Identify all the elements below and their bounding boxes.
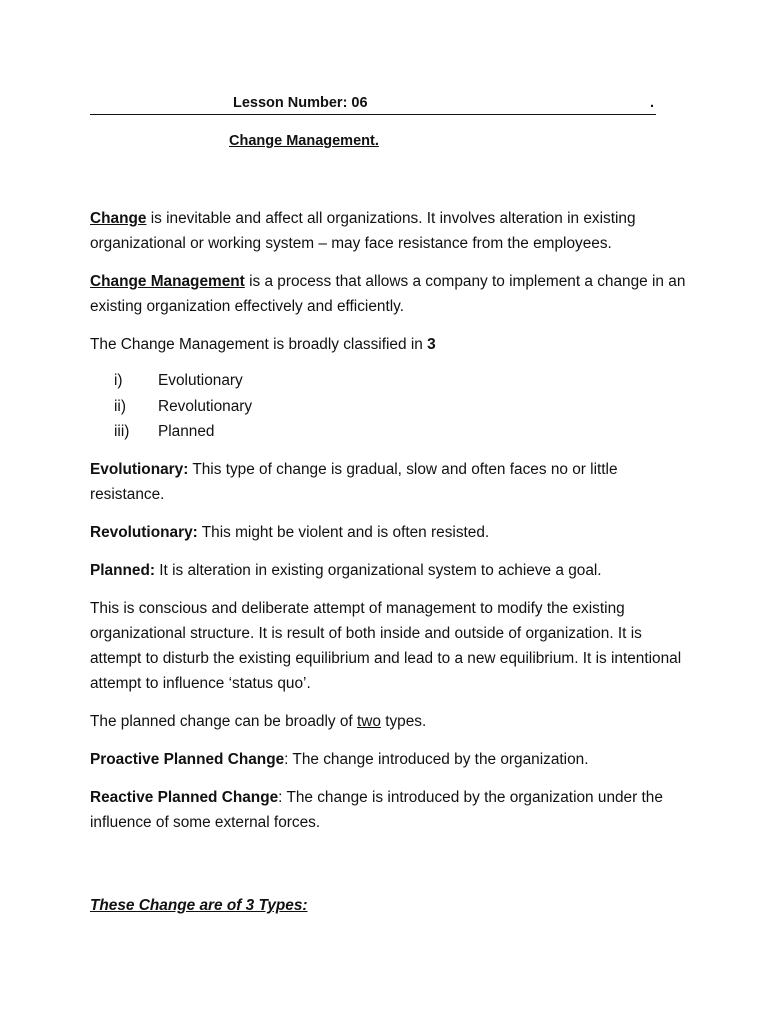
list-item-label: Planned xyxy=(158,423,215,440)
lesson-header xyxy=(90,94,656,115)
list-item xyxy=(90,394,690,420)
paragraph-planned-text: It is alteration in existing organizational system to achieve a goal. xyxy=(155,561,602,579)
list-item-number: iii) xyxy=(114,423,130,440)
classified-count: 3 xyxy=(427,336,436,353)
paragraph-revolutionary xyxy=(90,520,690,545)
planned-types-after: types. xyxy=(380,712,427,730)
term-evolutionary: Evolutionary: xyxy=(90,460,189,478)
paragraph-proactive xyxy=(90,747,690,772)
document-body xyxy=(90,206,690,848)
term-planned: Planned: xyxy=(90,561,155,579)
list-item-number: ii) xyxy=(114,397,126,415)
paragraph-change-text: is inevitable and affect all organizations. It involves alteration in existing organizational or working system – may face resistance from the employees. xyxy=(90,210,636,252)
types-heading: These Change are of 3 Types: xyxy=(90,897,308,914)
term-change-management: Change Management xyxy=(90,273,245,290)
list-item-label: Evolutionary xyxy=(158,372,243,389)
paragraph-revolutionary-text: This might be violent and is often resisted. xyxy=(197,523,490,541)
list-item-number: i) xyxy=(114,372,123,389)
list-item-label: Revolutionary xyxy=(158,397,253,415)
paragraph-classified xyxy=(90,332,690,357)
list-item xyxy=(90,419,690,445)
paragraph-planned-types xyxy=(90,709,690,734)
planned-types-before: The planned change can be broadly of xyxy=(90,712,357,730)
term-change: Change xyxy=(90,210,147,227)
term-reactive: Reactive Planned Change xyxy=(90,788,279,806)
paragraph-planned xyxy=(90,558,690,583)
paragraph-conscious: This is conscious and deliberate attempt of management to modify the existing organizational structure. It is result of both inside and outside of organization. It is attempt to disturb the existing equilibrium and lead to a new equilibrium. It is intentional attempt to influence ‘status quo’. xyxy=(90,599,682,692)
paragraph-proactive-text: : The change introduced by the organization. xyxy=(284,750,589,768)
paragraph-evolutionary xyxy=(90,457,690,507)
page-title: Change Management. xyxy=(229,133,379,149)
classification-list xyxy=(90,368,690,445)
paragraph-change xyxy=(90,206,690,256)
planned-types-count: two xyxy=(356,712,381,730)
list-item xyxy=(90,368,690,394)
lesson-number: Lesson Number: 06 xyxy=(233,95,368,111)
term-revolutionary: Revolutionary: xyxy=(90,523,198,541)
paragraph-reactive-text: : The change is introduced by the organization under the influence of some external forces. xyxy=(90,788,663,831)
paragraph-classified-text: The Change Management is broadly classified in xyxy=(90,336,428,353)
paragraph-change-management xyxy=(90,269,690,319)
term-proactive: Proactive Planned Change xyxy=(90,750,285,768)
paragraph-reactive xyxy=(90,785,690,835)
paragraph-evolutionary-text: This type of change is gradual, slow and often faces no or little resistance. xyxy=(90,460,618,503)
lesson-header-dot: . xyxy=(649,95,654,111)
paragraph-change-management-text: is a process that allows a company to implement a change in an existing organization effectively and efficiently. xyxy=(90,273,686,315)
